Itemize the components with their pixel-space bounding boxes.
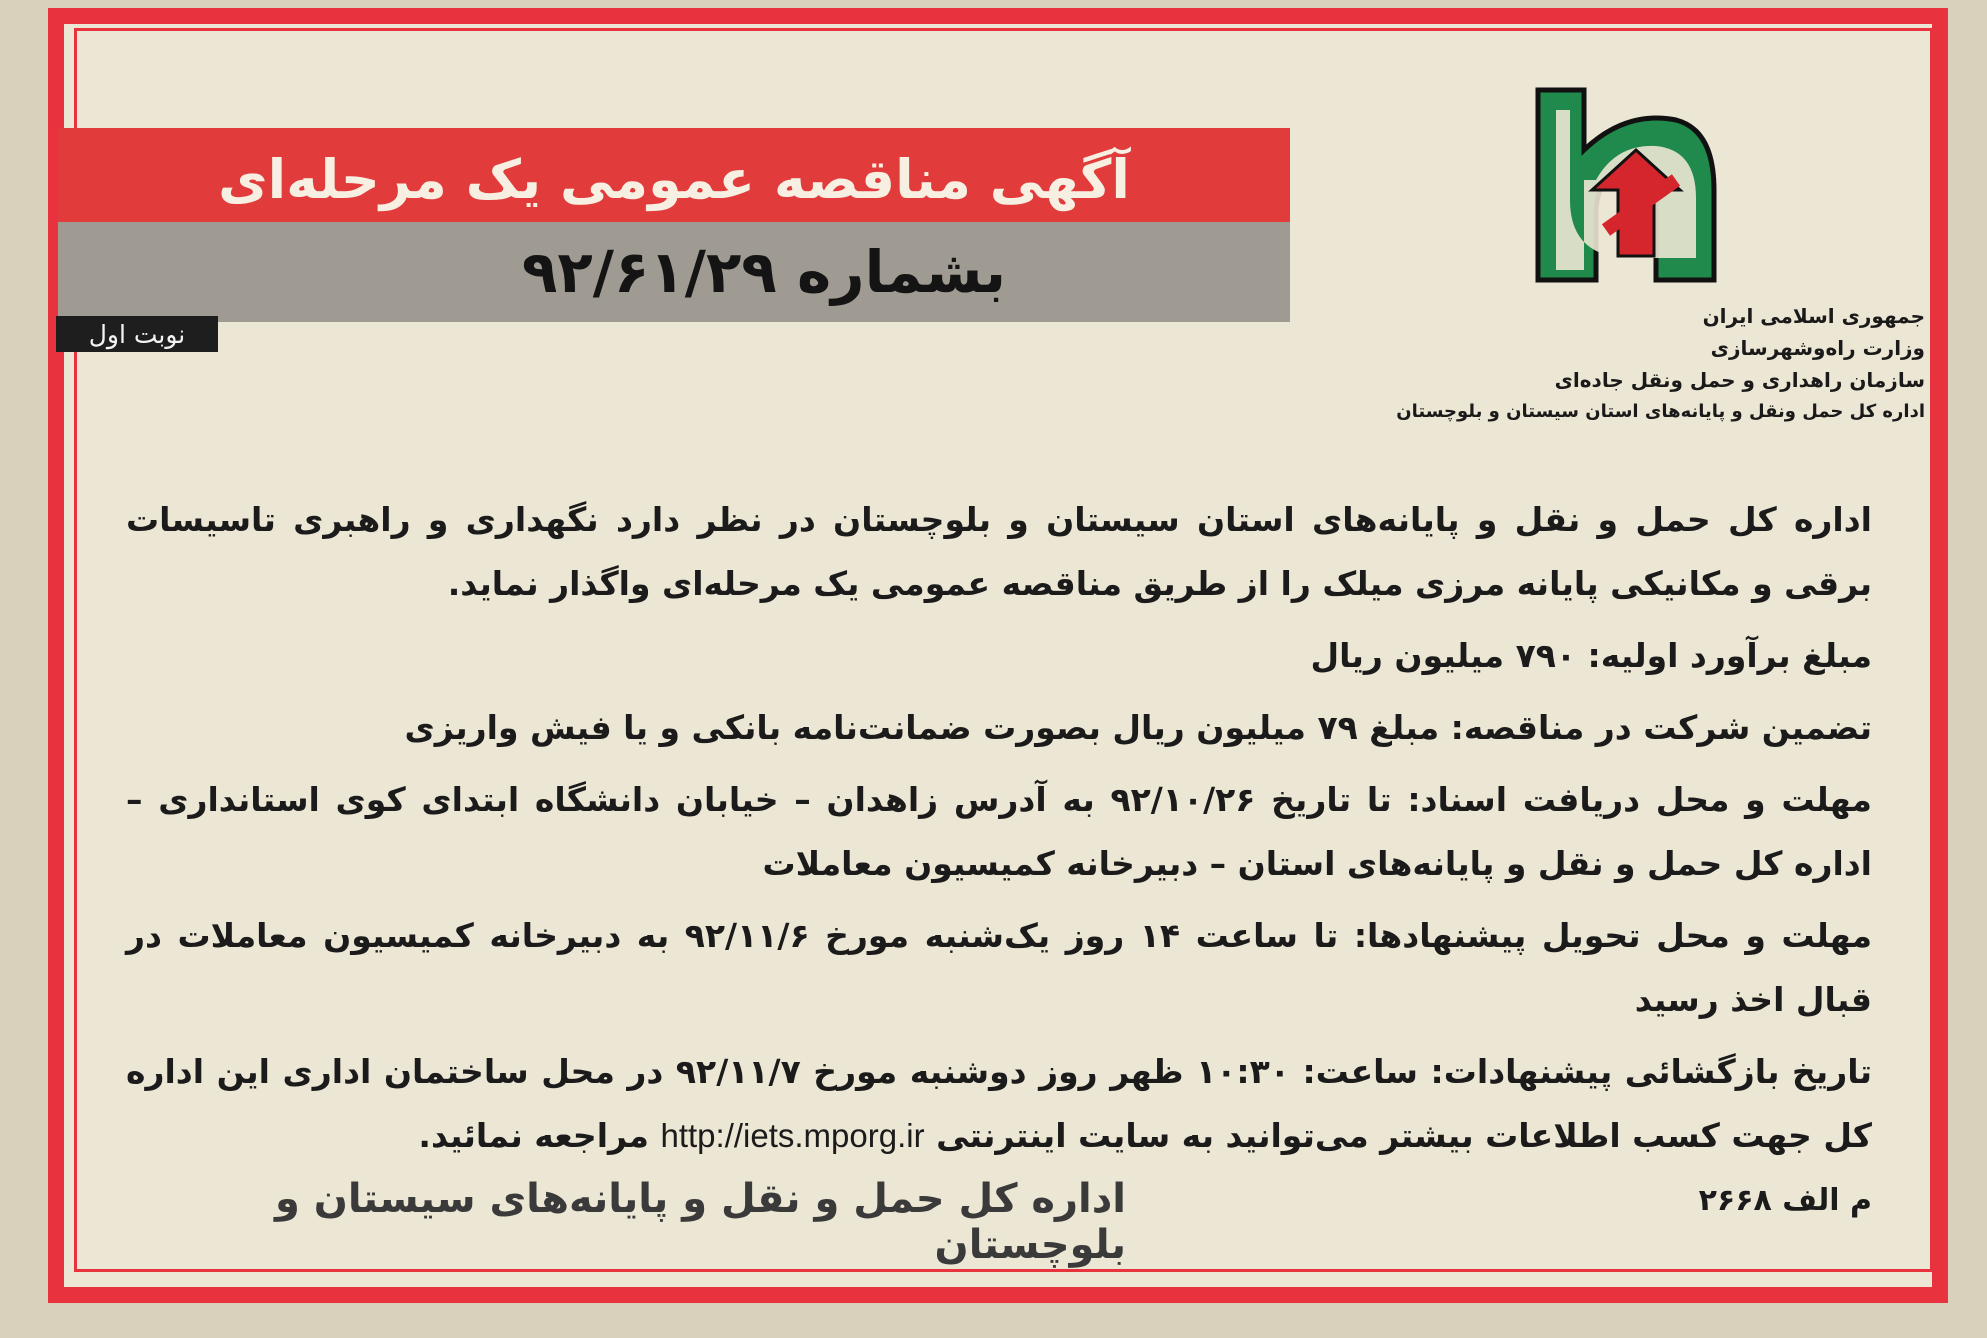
- org-country: جمهوری اسلامی ایران: [1702, 304, 1925, 328]
- ministry-logo-icon: [1526, 80, 1726, 290]
- ad-documents: مهلت و محل دریافت اسناد: تا تاریخ ۹۲/۱۰/۲۶ به آدرس زاهدان – خیابان دانشگاه ابتدای کوی استانداری – اداره کل حمل و نقل و پایانه‌های استان – دبیرخانه کمیسیون معاملات: [126, 780, 1872, 883]
- ad-info-post: مراجعه نمائید.: [418, 1116, 649, 1155]
- ad-intro: اداره کل حمل و نقل و پایانه‌های استان سیستان و بلوچستان در نظر دارد نگهداری و راهبری تاسیسات برقی و مکانیکی پایانه مرزی میلک را از طریق مناقصه عمومی یک مرحله‌ای واگذار نماید.: [126, 500, 1872, 603]
- ad-guarantee: تضمین شرکت در مناقصه: مبلغ ۷۹ میلیون ریال بصورت ضمانت‌نامه بانکی و یا فیش واریزی: [404, 708, 1872, 747]
- round-tag: نوبت اول: [56, 316, 218, 352]
- ad-title: آگهی مناقصه عمومی یک مرحله‌ای: [218, 147, 1130, 211]
- ad-website-link[interactable]: http://iets.mporg.ir: [660, 1117, 925, 1154]
- ad-reference: م الف ۲۶۶۸: [1698, 1183, 1872, 1218]
- ad-estimate: مبلغ برآورد اولیه: ۷۹۰ میلیون ریال: [1310, 636, 1872, 675]
- ad-opening: [126, 1040, 1872, 1168]
- organization-block: [1365, 300, 1925, 428]
- org-organization: سازمان راهداری و حمل ونقل جاده‌ای: [1554, 368, 1925, 392]
- ad-body: [126, 488, 1872, 1226]
- ad-opening-text: تاریخ بازگشائی پیشنهادات: ساعت: ۱۰:۳۰ ظهر روز دوشنبه مورخ ۹۲/۱۱/۷ در محل ساختمان اداری این اداره کل: [126, 1052, 1872, 1155]
- ad-number: بشماره ۹۲/۶۱/۲۹: [521, 238, 1007, 306]
- org-ministry: وزارت راه‌وشهرسازی: [1710, 336, 1925, 360]
- ad-info-pre: جهت کسب اطلاعات بیشتر می‌توانید به سایت اینترنتی: [936, 1116, 1812, 1155]
- ad-number-banner: [58, 222, 1290, 322]
- ad-signature: اداره کل حمل و نقل و پایانه‌های سیستان و بلوچستان: [274, 1176, 1126, 1268]
- ad-delivery: مهلت و محل تحویل پیشنهادها: تا ساعت ۱۴ روز یک‌شنبه مورخ ۹۲/۱۱/۶ به دبیرخانه کمیسیون معاملات در قبال اخذ رسید: [126, 916, 1873, 1019]
- org-department: اداره کل حمل ونقل و پایانه‌های استان سیستان و بلوچستان: [1396, 401, 1925, 422]
- ad-title-banner: [58, 128, 1290, 230]
